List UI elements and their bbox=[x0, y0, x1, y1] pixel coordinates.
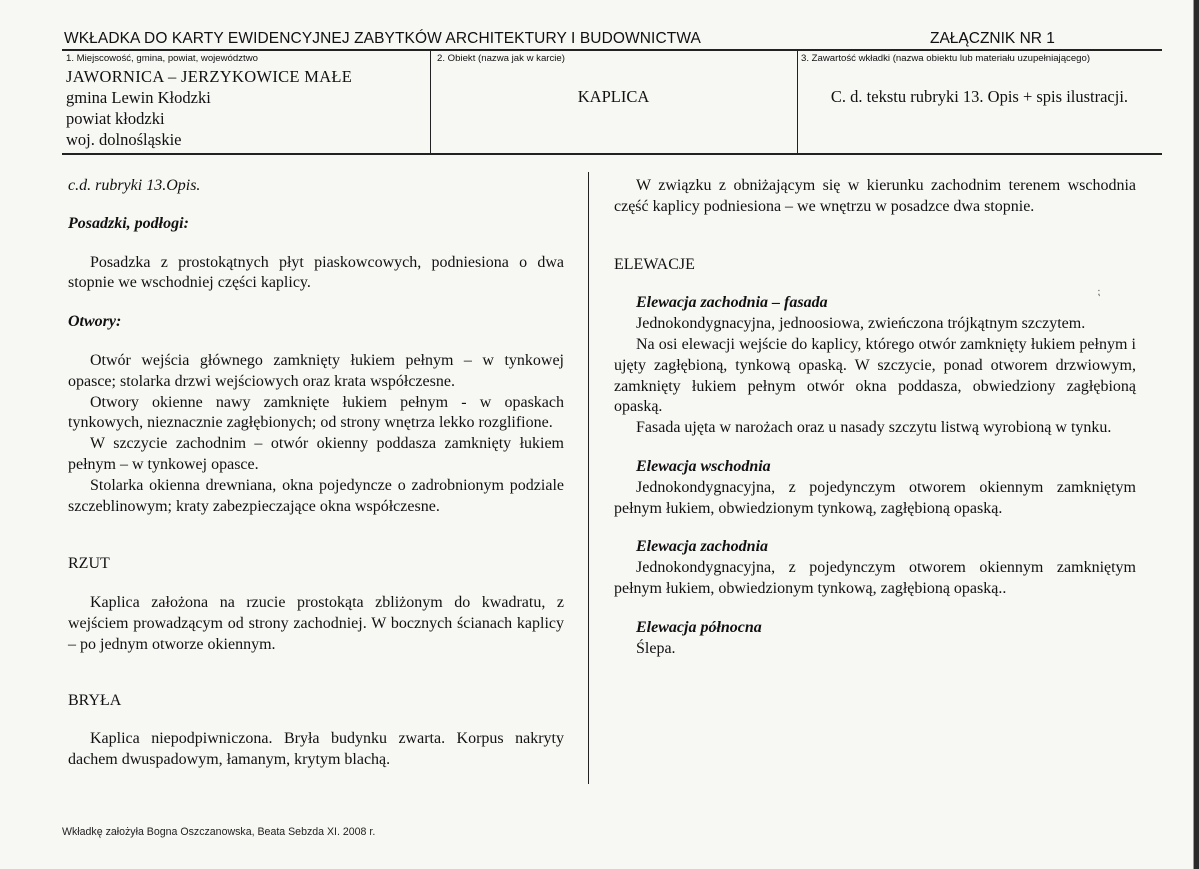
stray-mark: ⁏ bbox=[1097, 287, 1101, 298]
header-bottom-rule bbox=[62, 153, 1162, 155]
plan-text: Kaplica założona na rzucie prostokąta zbliżonym do kwadratu, z wejściem prowadzącym od strony zachodniej. W bocznych ścianach kaplicy – po jednym otworze okiennym. bbox=[68, 594, 564, 653]
openings-paragraph-2: Otwory okienne nawy zamknięte łukiem pełnym - w opaskach tynkowych, nieznacznie zagłębionych; od strony wnętrza lekko rozglifione. bbox=[68, 393, 564, 432]
footer-author: Wkładkę założyła Bogna Oszczanowska, Beata Sebzda XI. 2008 r. bbox=[62, 826, 376, 838]
openings-paragraph-3: W szczycie zachodnim – otwór okienny poddasza zamknięty łukiem pełnym – w tynkowej opasce. bbox=[68, 435, 564, 473]
east-elevation-text: Jednokondygnacyjna, z pojedynczym otworem okiennym zamkniętym pełnym łukiem, obwiedzionym tynkową, zagłębioną opaską. bbox=[614, 478, 1136, 517]
content-value: C. d. tekstu rubryki 13. Opis + spis ilustracji. bbox=[830, 87, 1129, 106]
right-column bbox=[614, 176, 1136, 659]
voivodeship: woj. dolnośląskie bbox=[66, 130, 182, 149]
west-facade-paragraph-3: Fasada ujęta w narożach oraz u nasady szczytu listwą wyrobioną w tynku. bbox=[636, 419, 1112, 437]
location-value bbox=[66, 66, 426, 150]
west-facade-paragraph-1: Jednokondygnacyjna, jednoosiowa, zwieńczona trójkątnym szczytem. bbox=[636, 315, 1086, 333]
west-elevation-text: Jednokondygnacyjna, z pojedynczym otworem okiennym zamkniętym pełnym łukiem, obwiedzionym tynkową, zagłębioną opaską.. bbox=[614, 559, 1136, 597]
form-title: WKŁADKA DO KARTY EWIDENCYJNEJ ZABYTKÓW ARCHITEKTURY I BUDOWNICTWA bbox=[64, 30, 701, 47]
attachment-number: ZAŁĄCZNIK NR 1 bbox=[930, 30, 1055, 47]
openings-paragraph-4: Stolarka okienna drewniana, okna pojedyncze o zadrobnionym podziale szczeblinowym; kraty zabezpieczające okna współczesne. bbox=[68, 476, 564, 515]
commune: gmina Lewin Kłodzki bbox=[66, 88, 211, 107]
west-facade-heading: Elewacja zachodnia – fasada bbox=[636, 294, 828, 312]
mass-heading: BRYŁA bbox=[68, 691, 122, 709]
content-label: 3. Zawartość wkładki (nazwa obiektu lub materiału uzupełniającego) bbox=[801, 53, 1091, 64]
east-elevation-heading: Elewacja wschodnia bbox=[636, 457, 771, 475]
header-top-rule bbox=[62, 49, 1162, 51]
elevations-heading: ELEWACJE bbox=[614, 255, 695, 273]
locality: JAWORNICA – JERZYKOWICE MAŁE bbox=[66, 67, 353, 86]
column-divider bbox=[588, 172, 589, 784]
object-label: 2. Obiekt (nazwa jak w karcie) bbox=[437, 53, 565, 64]
location-label: 1. Miejscowość, gmina, powiat, województwo bbox=[66, 53, 258, 64]
openings-heading: Otwory: bbox=[68, 313, 122, 331]
north-elevation-heading: Elewacja północna bbox=[636, 618, 762, 636]
left-column bbox=[68, 176, 564, 771]
intro-text: W związku z obniżającym się w kierunku zachodnim terenem wschodnia część kaplicy podniesiona – we wnętrzu w posadzce dwa stopnie. bbox=[614, 177, 1136, 215]
north-elevation-text: Ślepa. bbox=[636, 639, 676, 657]
west-elevation-heading: Elewacja zachodnia bbox=[636, 538, 769, 556]
openings-paragraph-1: Otwór wejścia głównego zamknięty łukiem pełnym – w tynkowej opasce; stolarka drzwi wejściowych oraz krata współczesne. bbox=[68, 351, 564, 390]
floors-heading: Posadzki, podłogi: bbox=[68, 214, 189, 232]
west-facade-paragraph-2: Na osi elewacji wejście do kaplicy, którego otwór zamknięty łukiem pełnym i ujęty zagłębioną, tynkową opaską. W szczycie, ponad otworem drzwiowym, zamknięty łukiem pełnym otwór okna poddasza, obwiedziony zagłębioną opaską. bbox=[614, 335, 1136, 416]
object-value: KAPLICA bbox=[577, 87, 650, 106]
floors-text: Posadzka z prostokątnych płyt piaskowcowych, podniesiona o dwa stopnie we wschodniej części kaplicy. bbox=[68, 253, 564, 292]
continuation-note: c.d. rubryki 13.Opis. bbox=[68, 177, 201, 194]
county: powiat kłodzki bbox=[66, 109, 165, 128]
plan-heading: RZUT bbox=[68, 555, 110, 573]
mass-text: Kaplica niepodpiwniczona. Bryła budynku zwarta. Korpus nakryty dachem dwuspadowym, łamanym, krytym blachą. bbox=[68, 730, 564, 769]
